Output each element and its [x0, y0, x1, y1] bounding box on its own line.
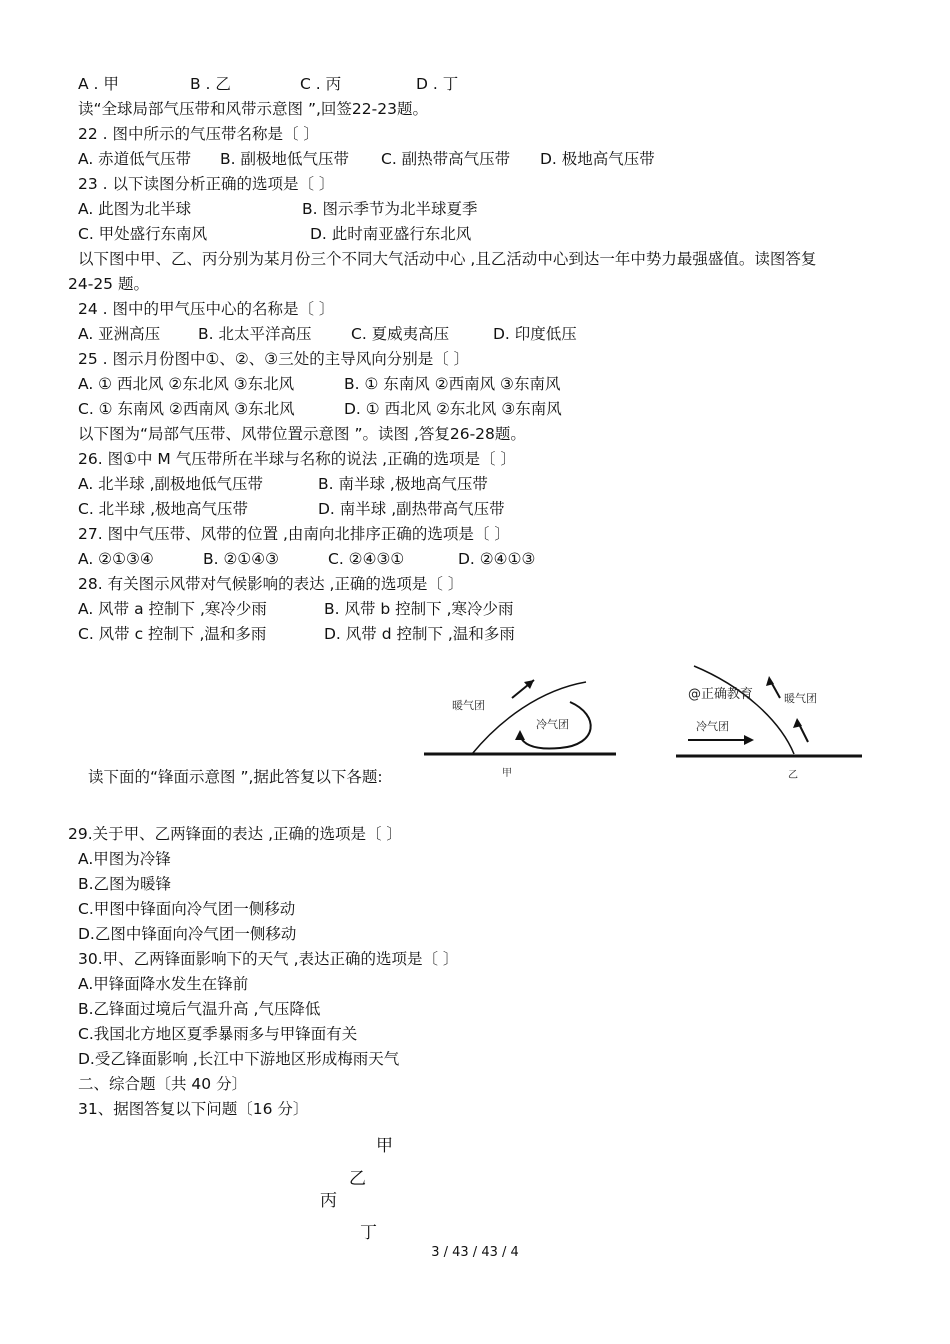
marker-yi: 乙 — [349, 1169, 366, 1189]
intro-24-25-line1: 以下图中甲、乙、丙分别为某月份三个不同大气活动中心 ,且乙活动中心到达一年中势力最强盛值。读图答复 — [78, 250, 817, 268]
q24-stem: 24 . 图中的甲气压中心的名称是〔 〕 — [78, 300, 335, 318]
q30-option-d: D.受乙锋面影响 ,长江中下游地区形成梅雨天气 — [78, 1050, 400, 1068]
q26-option-b: B. 南半球 ,极地高气压带 — [318, 475, 488, 493]
q28-option-b: B. 风带 b 控制下 ,寒冷少雨 — [324, 600, 514, 618]
cold-arrow-head — [515, 730, 525, 740]
q30-stem: 30.甲、乙两锋面影响下的天气 ,表达正确的选项是〔 〕 — [78, 950, 459, 968]
q22-option-c: C. 副热带高气压带 — [381, 150, 511, 168]
q29-stem: 29.关于甲、乙两锋面的表达 ,正确的选项是〔 〕 — [68, 825, 402, 843]
intro-24-25-line2: 24-25 题。 — [68, 275, 149, 293]
q29-option-a: A.甲图为冷锋 — [78, 850, 171, 868]
q24-option-d: D. 印度低压 — [493, 325, 577, 343]
q25-option-b: B. ① 东南风 ②西南风 ③东南风 — [344, 375, 561, 393]
q23-option-c: C. 甲处盛行东南风 — [78, 225, 208, 243]
q27-stem: 27. 图中气压带、风带的位置 ,由南向北排序正确的选项是〔 〕 — [78, 525, 510, 543]
q22-option-b: B. 副极地低气压带 — [220, 150, 349, 168]
q28-option-c: C. 风带 c 控制下 ,温和多雨 — [78, 625, 267, 643]
front-intro: 读下面的“锋面示意图 ”,据此答复以下各题: — [88, 768, 383, 786]
q30-option-b: B.乙锋面过境后气温升高 ,气压降低 — [78, 1000, 321, 1018]
jia-cold-label: 冷气团 — [536, 718, 569, 731]
q26-option-a: A. 北半球 ,副极地低气压带 — [78, 475, 264, 493]
q22-option-a: A. 赤道低气压带 — [78, 150, 192, 168]
q25-stem: 25 . 图示月份图中①、②、③三处的主导风向分别是〔 〕 — [78, 350, 470, 368]
q31-stem: 31、据图答复以下问题〔16 分〕 — [78, 1100, 309, 1118]
q29-option-c: C.甲图中锋面向冷气团一侧移动 — [78, 900, 296, 918]
q28-option-a: A. 风带 a 控制下 ,寒冷少雨 — [78, 600, 267, 618]
watermark-text: @正确教育 — [688, 687, 754, 702]
intro-22-23: 读“全球局部气压带和风带示意图 ”,回签22-23题。 — [78, 100, 428, 118]
q29-option-b: B.乙图为暖锋 — [78, 875, 172, 893]
yi-warm-label: 暖气团 — [784, 692, 817, 705]
marker-bing: 丙 — [320, 1191, 337, 1211]
marker-jia: 甲 — [376, 1136, 393, 1156]
q30-option-c: C.我国北方地区夏季暴雨多与甲锋面有关 — [78, 1025, 358, 1043]
q23-stem: 23 . 以下读图分析正确的选项是〔 〕 — [78, 175, 335, 193]
q27-option-c: C. ②④③① — [328, 550, 405, 568]
q21-option-b: B . 乙 — [190, 75, 231, 93]
q30-option-a: A.甲锋面降水发生在锋前 — [78, 975, 249, 993]
q24-option-c: C. 夏威夷高压 — [351, 325, 450, 343]
q21-option-a: A . 甲 — [78, 75, 119, 93]
q27-option-d: D. ②④①③ — [458, 550, 536, 568]
q21-option-d: D . 丁 — [416, 75, 459, 93]
jia-caption: 甲 — [502, 768, 512, 779]
page-footer: 3 / 43 / 43 / 4 — [431, 1245, 519, 1260]
q27-option-b: B. ②①④③ — [203, 550, 280, 568]
q28-stem: 28. 有关图示风带对气候影响的表达 ,正确的选项是〔 〕 — [78, 575, 464, 593]
q23-option-a: A. 此图为北半球 — [78, 200, 192, 218]
q28-option-d: D. 风带 d 控制下 ,温和多雨 — [324, 625, 515, 643]
q26-option-d: D. 南半球 ,副热带高气压带 — [318, 500, 505, 518]
q22-stem: 22 . 图中所示的气压带名称是〔 〕 — [78, 125, 319, 143]
q24-option-a: A. 亚洲高压 — [78, 325, 161, 343]
front-diagram-yi — [672, 658, 868, 782]
section2-heading: 二、综合题〔共 40 分〕 — [78, 1075, 248, 1093]
q22-option-d: D. 极地高气压带 — [540, 150, 655, 168]
q29-option-d: D.乙图中锋面向冷气团一侧移动 — [78, 925, 297, 943]
intro-26-28: 以下图为“局部气压带、风带位置示意图 ”。读图 ,答复26-28题。 — [78, 425, 526, 443]
q26-stem: 26. 图①中 M 气压带所在半球与名称的说法 ,正确的选项是〔 〕 — [78, 450, 516, 468]
q25-option-d: D. ① 西北风 ②东北风 ③东南风 — [344, 400, 562, 418]
yi-caption: 乙 — [788, 770, 798, 781]
q23-option-d: D. 此时南亚盛行东北风 — [310, 225, 472, 243]
q23-option-b: B. 图示季节为北半球夏季 — [302, 200, 478, 218]
q24-option-b: B. 北太平洋高压 — [198, 325, 312, 343]
front-diagram-jia — [420, 660, 620, 780]
q25-option-c: C. ① 东南风 ②西南风 ③东北风 — [78, 400, 295, 418]
yi-cold-label: 冷气团 — [696, 720, 729, 733]
q25-option-a: A. ① 西北风 ②东北风 ③东北风 — [78, 375, 295, 393]
marker-ding: 丁 — [360, 1223, 377, 1243]
q27-option-a: A. ②①③④ — [78, 550, 154, 568]
jia-warm-label: 暖气团 — [452, 699, 485, 712]
q26-option-c: C. 北半球 ,极地高气压带 — [78, 500, 249, 518]
q21-option-c: C . 丙 — [300, 75, 342, 93]
cold-arrow-head — [744, 735, 754, 745]
